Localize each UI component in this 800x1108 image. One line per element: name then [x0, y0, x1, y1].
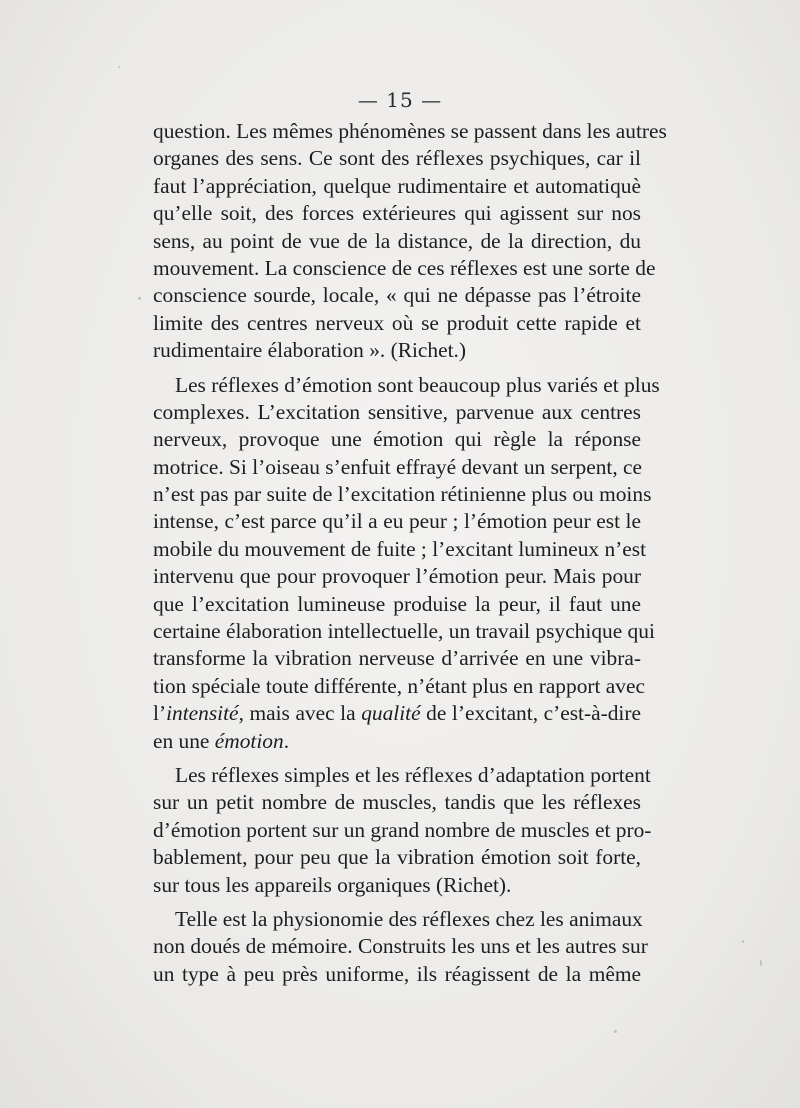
paper-speck [760, 960, 762, 966]
text-fragment: en une [153, 728, 215, 753]
italic-word-qualite: qualité [361, 701, 421, 726]
text-line: limite des centres nerveux où se produit cette rapide et [153, 310, 641, 335]
text-line: non doués de mémoire. Construits les uns et les autres sur [153, 934, 648, 959]
text-fragment: , mais avec la [238, 701, 362, 726]
text-fragment: l’ [153, 701, 167, 726]
text-line: sens, au point de vue de la distance, de la direction, du [153, 228, 641, 253]
text-line: motrice. Si l’oiseau s’enfuit effrayé devant un serpent, ce [153, 454, 643, 479]
text-line-emotion [153, 728, 641, 755]
text-fragment: de l’excitant, c’est-à-dire [420, 701, 641, 726]
italic-word-emotion: émotion [214, 728, 284, 753]
text-line: Les réflexes simples et les réflexes d’adaptation portent [175, 762, 651, 787]
text-line: intense, c’est parce qu’il a eu peur ; l’émotion peur est le [153, 509, 641, 534]
page-number: — 15 — [357, 88, 443, 112]
text-line: rudimentaire élaboration ». (Richet.) [153, 338, 467, 363]
text-fragment: . [283, 728, 290, 753]
text-line: complexes. L’excitation sensitive, parvenue aux centres [153, 399, 641, 424]
text-line: Telle est la physionomie des réflexes chez les animaux [175, 906, 643, 931]
italic-word-intensite: intensité [166, 701, 239, 726]
text-line: sur tous les appareils organiques (Richet). [153, 872, 512, 897]
text-line: tion spéciale toute différente, n’étant plus en rapport avec [153, 673, 645, 698]
text-line: intervenu que pour provoquer l’émotion peur. Mais pour [153, 564, 641, 589]
text-line: nerveux, provoque une émotion qui règle la réponse [153, 427, 641, 452]
paragraph-1 [153, 118, 667, 365]
text-line: faut l’appréciation, quelque rudimentaire et automatiquè [153, 173, 641, 198]
paper-speck [742, 940, 744, 943]
paper-speck [138, 297, 141, 300]
text-line: mouvement. La conscience de ces réflexes est une sorte de [153, 255, 656, 280]
paragraph-3 [153, 762, 652, 899]
text-line: bablement, pour peu que la vibration émotion soit forte, [153, 845, 641, 870]
text-line: organes des sens. Ce sont des réflexes psychiques, car il [153, 146, 641, 171]
text-line: conscience sourde, locale, « qui ne dépasse pas l’étroite [153, 283, 641, 308]
paragraph-2 [153, 372, 660, 755]
text-line: que l’excitation lumineuse produise la peur, il faut une [153, 591, 641, 616]
text-line: question. Les mêmes phénomènes se passent dans les autres [153, 119, 667, 143]
body-text [153, 118, 667, 995]
text-line: mobile du mouvement de fuite ; l’excitant lumineux n’est [153, 536, 647, 561]
paper-speck [614, 1030, 617, 1033]
text-line: d’émotion portent sur un grand nombre de muscles et pro- [153, 817, 652, 842]
paragraph-4 [153, 906, 648, 988]
text-line: Les réflexes d’émotion sont beaucoup plus variés et plus [175, 372, 660, 397]
paper-speck [118, 66, 120, 68]
text-line: sur un petit nombre de muscles, tandis que les réflexes [153, 790, 641, 815]
text-line: n’est pas par suite de l’excitation rétinienne plus ou moins [153, 482, 652, 507]
text-line: qu’elle soit, des forces extérieures qui agissent sur nos [153, 201, 641, 226]
text-line: certaine élaboration intellectuelle, un travail psychique qui [153, 619, 655, 644]
text-line: transforme la vibration nerveuse d’arrivée en une vibra- [153, 646, 641, 671]
text-line-intensite [153, 700, 641, 727]
text-line: un type à peu près uniforme, ils réagissent de la même [153, 961, 641, 986]
